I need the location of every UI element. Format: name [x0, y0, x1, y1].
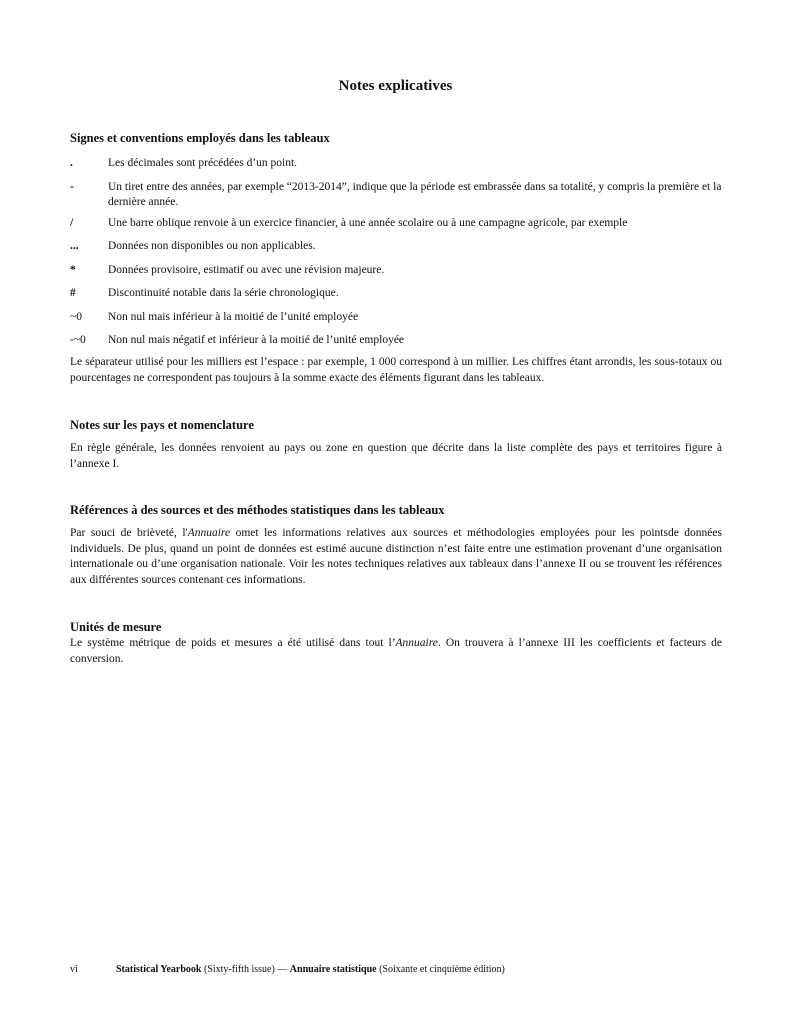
- sign-description: Données provisoire, estimatif ou avec une révision majeure.: [108, 263, 385, 276]
- sign-symbol: #: [70, 287, 76, 299]
- sign-row-approx-zero: [70, 310, 730, 325]
- sign-row-negative-approx-zero: [70, 333, 730, 348]
- sign-row-ellipsis: [70, 239, 730, 254]
- footer-french-title: Annuaire statistique: [289, 964, 377, 975]
- footer-english-title: Statistical Yearbook: [116, 964, 202, 975]
- sign-description: Données non disponibles ou non applicables.: [108, 240, 316, 252]
- sign-row-asterisk: [70, 263, 730, 278]
- countries-text: En règle générale, les données renvoient au pays ou zone en question que décrite dans la liste complète des pays et territoires figure à l’annexe I.: [70, 442, 722, 470]
- sign-row-decimal: [70, 156, 730, 171]
- sign-symbol: -: [70, 180, 74, 193]
- sign-row-slash: [70, 216, 730, 231]
- references-heading: Références à des sources et des méthodes statistiques dans les tableaux: [70, 503, 445, 517]
- sign-symbol: ...: [70, 240, 79, 252]
- sign-description: Discontinuité notable dans la série chronologique.: [108, 287, 339, 299]
- units-text-end: . On trouvera à l’annexe III les coefficients et facteurs de conversion.: [70, 637, 722, 665]
- annuaire-italic: Annuaire: [187, 527, 231, 539]
- signs-heading: Signes et conventions employés dans les tableaux: [70, 131, 330, 145]
- units-text-start: Le système métrique de poids et mesures a été utilisé dans tout l’: [70, 637, 396, 649]
- countries-heading: Notes sur les pays et nomenclature: [70, 418, 254, 432]
- signs-list: [70, 156, 730, 348]
- sign-row-dash: [70, 180, 730, 210]
- sign-symbol: .: [70, 157, 73, 169]
- sign-row-hash: [70, 286, 730, 301]
- sign-symbol: ~0: [70, 310, 82, 323]
- units-text: [70, 636, 722, 667]
- sign-description: Non nul mais négatif et inférieur à la moitié de l’unité employée: [108, 334, 405, 346]
- page-number: vi: [70, 964, 78, 975]
- sign-description: Les décimales sont précédées d’un point.: [108, 157, 298, 169]
- page-title: Notes explicatives: [338, 78, 453, 94]
- annuaire-italic: Annuaire: [395, 637, 438, 649]
- sign-symbol: *: [70, 263, 76, 276]
- references-text-start: Par souci de brièveté, l': [70, 527, 188, 539]
- sign-description: Non nul mais inférieur à la moitié de l’unité employée: [108, 310, 359, 323]
- sign-symbol: /: [70, 216, 74, 229]
- references-text-end: omet les informations relatives aux sources et méthodologies employées pour les pointsde données individuels. De plus, quand un point de données est estimé aucune distinction n’est faite entre une estimation provenant d’une organisation internationale ou d’une organisation nationale. Voir les notes techniques relatives aux tableaux dans l’annexe II ou se trouvent les références aux différentes sources contenant ces informations.: [70, 527, 722, 586]
- sign-description: Un tiret entre des années, par exemple “2013-2014”, indique que la période est embrassée dans sa totalité, y compris la première et la dernière année.: [108, 180, 722, 208]
- page-footer: [70, 964, 505, 975]
- references-text: [70, 526, 722, 588]
- separator-note: Le séparateur utilisé pour les milliers est l’espace : par exemple, 1 000 correspond à un millier. Les chiffres étant arrondis, les sous-totaux ou pourcentages ne correspondent pas toujours à la somme exacte des éléments figurant dans les tableaux.: [70, 356, 722, 384]
- sign-symbol: -~0: [70, 334, 86, 346]
- footer-english-issue: (Sixty-fifth issue) —: [201, 964, 290, 975]
- units-heading: Unités de mesure: [70, 620, 162, 634]
- footer-french-issue: (Soixante et cinquième édition): [376, 964, 505, 975]
- sign-description: Une barre oblique renvoie à un exercice financier, à une année scolaire ou à une campagne agricole, par exemple: [108, 216, 628, 229]
